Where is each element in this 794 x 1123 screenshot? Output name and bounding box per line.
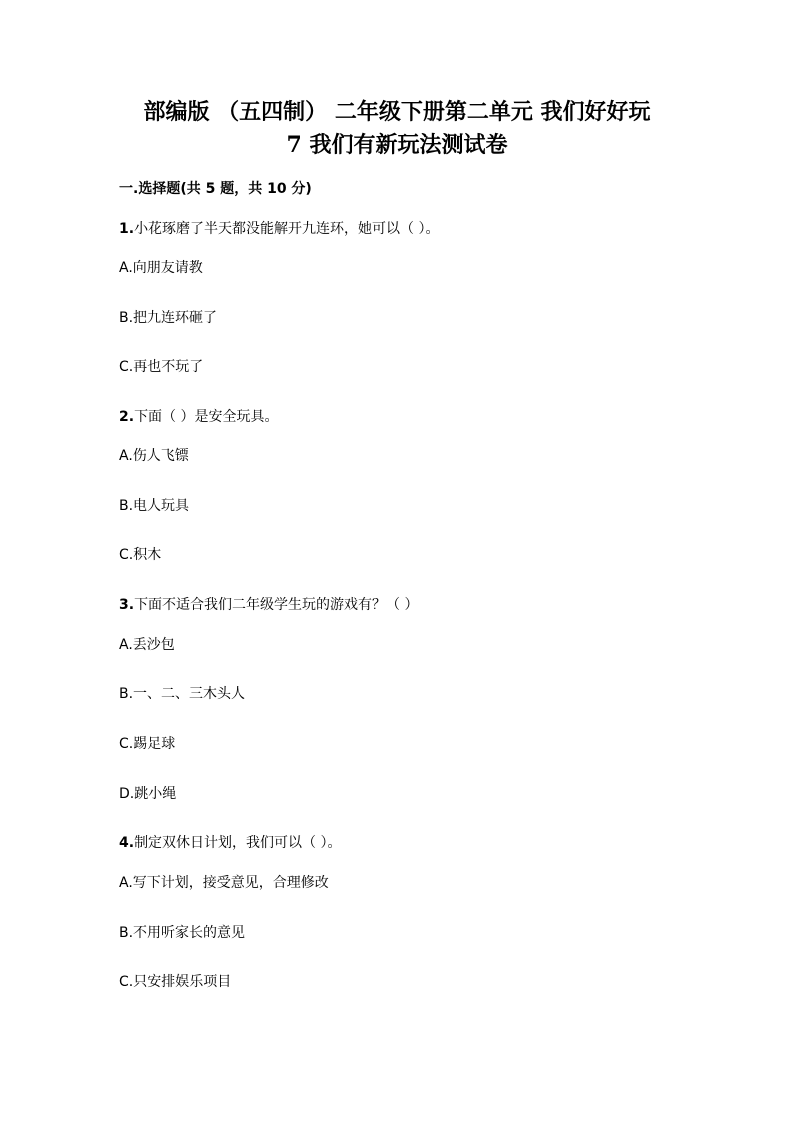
- question-3-option-a: A.丢沙包: [119, 637, 175, 653]
- question-2-option-a: A.伤人飞镖: [119, 448, 189, 464]
- question-number: 3.: [119, 597, 135, 613]
- question-1-option-b: B.把九连环砸了: [119, 310, 218, 326]
- question-text: 下面不适合我们二年级学生玩的游戏有？（ ）: [134, 597, 419, 613]
- question-4-option-b: B.不用听家长的意见: [119, 925, 246, 941]
- section-heading: 一.选择题(共 5 题，共 10 分): [119, 181, 312, 197]
- question-4-option-c: C.只安排娱乐项目: [119, 974, 232, 990]
- question-2-option-c: C.积木: [119, 547, 162, 563]
- question-3-option-c: C.踢足球: [119, 736, 176, 752]
- question-number: 2.: [119, 409, 135, 425]
- question-number: 1.: [119, 221, 135, 237]
- question-4-option-a: A.写下计划，接受意见，合理修改: [119, 875, 329, 891]
- page-subtitle: 7 我们有新玩法测试卷: [286, 132, 508, 158]
- question-text: 小花琢磨了半天都没能解开九连环，她可以（ ）。: [134, 221, 440, 237]
- question-2-option-b: B.电人玩具: [119, 498, 190, 514]
- question-3-option-d: D.跳小绳: [119, 786, 177, 802]
- question-3-option-b: B.一、二、三木头人: [119, 686, 246, 702]
- question-number: 4.: [119, 835, 135, 851]
- question-3: [119, 596, 419, 614]
- question-text: 下面（ ）是安全玩具。: [134, 409, 279, 425]
- question-1-option-a: A.向朋友请教: [119, 260, 203, 276]
- question-1-option-c: C.再也不玩了: [119, 359, 204, 375]
- question-text: 制定双休日计划，我们可以（ ）。: [134, 835, 342, 851]
- question-2: [119, 408, 279, 426]
- page-title: 部编版 （五四制） 二年级下册第二单元 我们好好玩: [143, 99, 651, 125]
- question-4: [119, 834, 342, 852]
- question-1: [119, 220, 440, 238]
